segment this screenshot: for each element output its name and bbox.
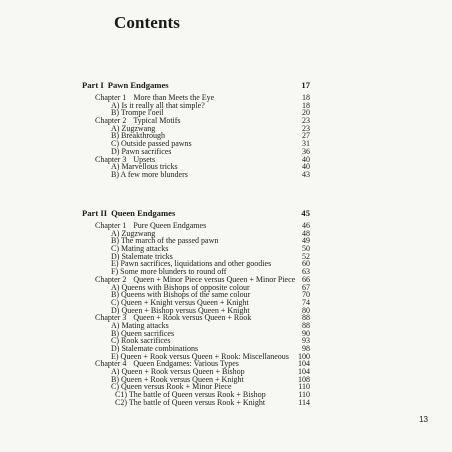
chapter-number: Chapter 4 [95, 359, 127, 369]
entry-page: 48 [302, 228, 310, 238]
entry-label [82, 171, 188, 179]
entry-page: 66 [302, 274, 310, 284]
chapter-title: Typical Motifs [133, 116, 181, 126]
entry-page: 80 [302, 305, 310, 315]
chapter-number: Chapter 2 [95, 116, 127, 126]
section-title: B) Queens with Bishops of the same colour [111, 290, 251, 300]
entry-page: 40 [302, 162, 310, 172]
entry-page: 114 [298, 397, 310, 407]
section-title: A) Queen + Rook versus Queen + Bishop [111, 367, 245, 377]
section-title: C) Rook sacrifices [111, 336, 171, 346]
entry-page: 74 [302, 297, 310, 307]
chapter-number: Chapter 3 [95, 154, 127, 164]
part-number: Part II [82, 208, 108, 218]
part-page: 45 [301, 208, 310, 218]
section-title: D) Pawn sacrifices [111, 146, 172, 156]
entry-page: 52 [302, 251, 310, 261]
entry-page: 110 [298, 390, 310, 400]
entry-page: 50 [302, 244, 310, 254]
section-title: E) Queen + Rook versus Queen + Rook: Miscellaneous [111, 351, 289, 361]
part-number: Part I [82, 80, 104, 90]
entry-page: 31 [302, 139, 310, 149]
entry-page: 60 [302, 259, 310, 269]
entry-page: 18 [302, 93, 310, 102]
entry-page: 67 [302, 282, 310, 292]
section-title: B) The march of the passed pawn [111, 236, 219, 246]
section-row [82, 171, 310, 179]
section-title: D) Stalemate combinations [111, 344, 199, 353]
entry-page: 23 [302, 116, 310, 126]
section-title: C2) The battle of Queen versus Rook + Knight [115, 397, 266, 407]
part-title: Queen Endgames [111, 208, 176, 218]
section-title: C) Mating attacks [111, 244, 169, 254]
section-title: B) Queen sacrifices [111, 328, 175, 338]
section-title: A) Marvellous tricks [111, 162, 178, 172]
toc-part-2 [82, 208, 310, 407]
entry-page: 36 [302, 146, 310, 156]
entry-page: 23 [302, 123, 310, 133]
chapter-title: Upsets [133, 154, 156, 164]
section-title: A) Zugzwang [111, 123, 156, 133]
section-title: C) Queen versus Rook + Minor Piece [111, 382, 232, 392]
chapter-title: Queen + Minor Piece versus Queen + Minor Piece [133, 274, 296, 284]
section-title: C1) The battle of Queen versus Rook + Bishop [115, 390, 266, 400]
chapter-number: Chapter 2 [95, 274, 127, 284]
entry-page: 108 [298, 374, 310, 384]
page-title: Contents [114, 13, 180, 32]
entry-page: 100 [298, 351, 310, 361]
entry-page: 88 [302, 320, 310, 330]
chapter-number: Chapter 3 [95, 313, 127, 323]
chapter-title: Queen + Rook versus Queen + Rook [133, 313, 252, 323]
section-title: A) Queens with Bishops of opposite colour [111, 282, 250, 292]
entry-page: 43 [302, 169, 310, 179]
entry-page: 49 [302, 236, 310, 246]
section-title: E) Pawn sacrifices, liquidations and other goodies [111, 259, 272, 269]
entry-page: 110 [298, 382, 310, 392]
section-title: C) Queen + Knight versus Queen + Knight [111, 297, 249, 307]
section-title: D) Queen + Bishop versus Queen + Knight [111, 305, 250, 315]
part-title: Pawn Endgames [107, 80, 169, 90]
section-title: D) Stalemate tricks [111, 251, 173, 261]
entry-page: 98 [302, 344, 310, 353]
section-title: B) Trompe l'oeil [111, 108, 164, 118]
section-title: B) Breakthrough [111, 131, 165, 141]
part-page: 17 [301, 80, 310, 90]
entry-page: 40 [302, 154, 310, 164]
entry-page: 18 [302, 100, 310, 110]
entry-page: 88 [302, 313, 310, 323]
chapter-number: Chapter 1 [95, 221, 127, 230]
section-title: F) Some more blunders to round off [111, 267, 227, 277]
entry-label [82, 399, 265, 407]
entry-page: 104 [298, 359, 310, 369]
toc-part-1 [82, 80, 310, 179]
section-title: C) Outside passed pawns [111, 139, 192, 149]
entry-page: 93 [302, 336, 310, 346]
chapter-title: More than Meets the Eye [133, 93, 215, 102]
entry-page: 104 [298, 367, 310, 377]
section-title: A) Is it really all that simple? [111, 100, 205, 110]
chapter-number: Chapter 1 [95, 93, 127, 102]
entry-page: 20 [302, 108, 310, 118]
entry-page: 90 [302, 328, 310, 338]
chapter-title: Pure Queen Endgames [133, 221, 207, 230]
part-heading [82, 208, 310, 219]
entry-page: 70 [302, 290, 310, 300]
section-title: B) A few more blunders [111, 169, 188, 179]
entry-page: 27 [302, 131, 310, 141]
part-label [82, 208, 175, 219]
part-label [82, 80, 169, 91]
entry-page: 63 [302, 267, 310, 277]
section-row [82, 399, 310, 407]
page-number: 13 [419, 415, 428, 424]
section-title: A) Mating attacks [111, 320, 169, 330]
part-heading [82, 80, 310, 91]
section-title: A) Zugzwang [111, 228, 156, 238]
chapter-title: Queen Endgames: Various Types [133, 359, 239, 369]
section-title: B) Queen + Rook versus Queen + Knight [111, 374, 244, 384]
entry-page: 46 [302, 221, 310, 230]
